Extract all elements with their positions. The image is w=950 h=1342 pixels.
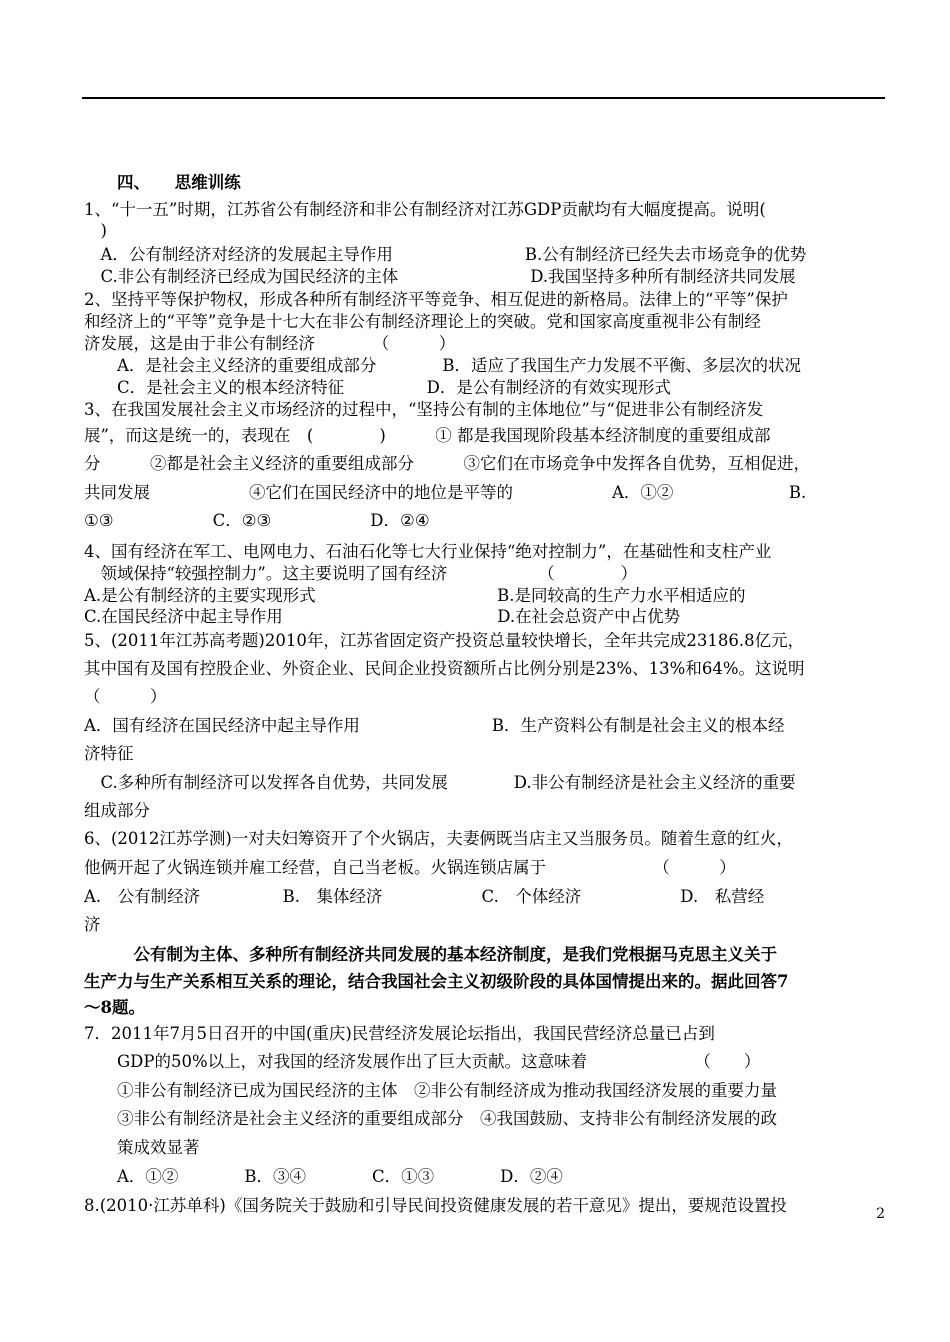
- q7-item-12: ①非公有制经济已成为国民经济的主体 ②非公有制经济成为推动我国经济发展的重要力量: [84, 1081, 777, 1100]
- q8-stem: 8.(2010·江苏单科)《国务院关于鼓励和引导民间投资健康发展的若干意见》提出，要规范设置投: [84, 1196, 787, 1215]
- q2-options-cd: C．是社会主义的根本经济特征 D．是公有制经济的有效实现形式: [84, 378, 671, 397]
- q7-stem: 7．2011年7月5日召开的中国(重庆)民营经济发展论坛指出，我国民营经济总量已占到: [84, 1024, 715, 1043]
- q5-stem-2: 其中国有及国有控股企业、外资企业、民间企业投资额所占比例分别是23%、13%和64%。这说明: [84, 659, 805, 678]
- q7-item-34: ③非公有制经济是社会主义经济的重要组成部分 ④我国鼓励、支持非公有制经济发展的政: [84, 1109, 777, 1128]
- q3-stem-4: 共同发展 ④它们在国民经济中的地位是平等的 A．①② B.: [84, 483, 807, 502]
- q5-options-cd: C.多种所有制经济可以发挥各自优势，共同发展 D.非公有制经济是社会主义经济的重要: [84, 773, 796, 792]
- q1-options-ab: A．公有制经济对经济的发展起主导作用 B.公有制经济已经失去市场竞争的优势: [84, 245, 807, 264]
- q7-stem-2: GDP的50%以上，对我国的经济发展作出了巨大贡献。这意味着 （ ）: [84, 1052, 761, 1071]
- q2-stem: 2、坚持平等保护物权，形成各种所有制经济平等竞争、相互促进的新格局。法律上的“平等”保护: [84, 290, 788, 309]
- q3-stem-2: 展”，而这是统一的，表现在 ( ) ① 都是我国现阶段基本经济制度的重要组成部: [84, 426, 771, 445]
- q5-options-cd-cont: 组成部分: [84, 801, 150, 820]
- q1-stem-cont: ): [84, 221, 107, 240]
- q6-options: A. 公有制经济 B. 集体经济 C. 个体经济 D. 私营经: [84, 887, 765, 906]
- q4-stem-2: 领域保持“较强控制力”。这主要说明了国有经济 （ ）: [84, 564, 638, 583]
- q3-stem: 3、在我国发展社会主义市场经济的过程中，“坚持公有制的主体地位”与“促进非公有制经济发: [84, 400, 764, 419]
- q5-stem-3: （ ）: [84, 687, 167, 706]
- passage-intro-3: ～8题。: [84, 998, 145, 1017]
- q1-options-cd: C.非公有制经济已经成为国民经济的主体 D.我国坚持多种所有制经济共同发展: [84, 267, 796, 286]
- page-number: 2: [876, 1206, 885, 1222]
- q5-stem: 5、(2011年江苏高考题)2010年，江苏省固定资产投资总量较快增长，全年共完成23186.8亿元，: [84, 631, 805, 650]
- q6-stem-2: 他俩开起了火锅连锁并雇工经营，自己当老板。火锅连锁店属于 （ ）: [84, 858, 736, 877]
- passage-intro: 公有制为主体、多种所有制经济共同发展的基本经济制度，是我们党根据马克思主义关于: [84, 945, 777, 964]
- q2-stem-2: 和经济上的“平等”竞争是十七大在非公有制经济理论上的突破。党和国家高度重视非公有制经: [84, 312, 761, 331]
- q6-stem: 6、(2012江苏学测)一对夫妇筹资开了个火锅店，夫妻俩既当店主又当服务员。随着生意的红火，: [84, 829, 793, 848]
- q5-options-ab-cont: 济特征: [84, 744, 134, 763]
- q2-stem-3: 济发展，这是由于非公有制经济 （ ）: [84, 334, 456, 353]
- q3-options: ①③ C．②③ D．②④: [84, 511, 430, 530]
- q4-options-cd: C.在国民经济中起主导作用 D.在社会总资产中占优势: [84, 607, 681, 626]
- passage-intro-2: 生产力与生产关系相互关系的理论，结合我国社会主义初级阶段的具体国情提出来的。据此回答7: [84, 972, 789, 991]
- q4-stem: 4、国有经济在军工、电网电力、石油石化等七大行业保持“绝对控制力”，在基础性和支柱产业: [84, 542, 772, 561]
- q1-stem: 1、“十一五”时期，江苏省公有制经济和非公有制经济对江苏GDP贡献均有大幅度提高。说明(: [84, 200, 766, 219]
- q4-options-ab: A.是公有制经济的主要实现形式 B.是同较高的生产力水平相适应的: [84, 586, 746, 605]
- q3-stem-3: 分 ②都是社会主义经济的重要组成部分 ③它们在市场竞争中发挥各自优势，互相促进，: [84, 454, 810, 473]
- q7-options: A．①② B．③④ C．①③ D．②④: [84, 1167, 563, 1186]
- q5-options-ab: A．国有经济在国民经济中起主导作用 B．生产资料公有制是社会主义的根本经: [84, 716, 785, 735]
- q2-options-ab: A．是社会主义经济的重要组成部分 B．适应了我国生产力发展不平衡、多层次的状况: [84, 356, 802, 375]
- q6-options-cont: 济: [84, 915, 101, 934]
- header-rule: [82, 97, 885, 99]
- section-heading: 四、 思维训练: [84, 173, 241, 192]
- q7-item-34-cont: 策成效显著: [84, 1138, 200, 1157]
